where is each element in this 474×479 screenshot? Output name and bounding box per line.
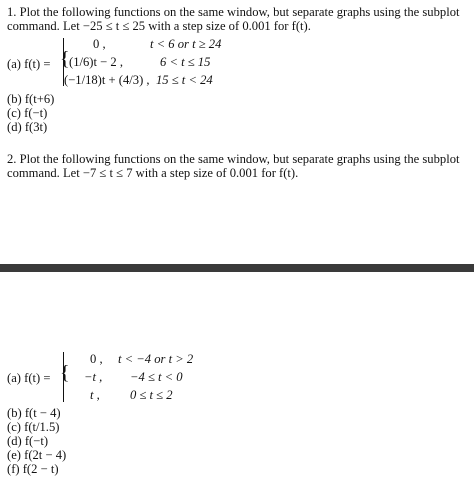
problem2-line2: command. Let −7 ≤ t ≤ 7 with a step size of 0.001 for f(t).: [7, 166, 299, 180]
problem2-line1: 2. Plot the following functions on the same window, but separate graphs using the subplot: [7, 152, 460, 166]
part-a-label: (a) f(t) =: [7, 57, 51, 71]
part2-e: (e) f(2t − 4): [7, 448, 67, 462]
piece2-2-value: −t ,: [84, 370, 103, 384]
piece1-value: 0 ,: [93, 37, 106, 51]
piece2-2-condition: −4 ≤ t < 0: [130, 370, 183, 384]
part2-b: (b) f(t − 4): [7, 406, 61, 420]
piece1-condition: t < 6 or t ≥ 24: [150, 37, 222, 51]
part-c: (c) f(−t): [7, 106, 48, 120]
left-brace-tip: {: [60, 48, 70, 70]
piece2-condition: 6 < t ≤ 15: [160, 55, 211, 69]
part2-f: (f) f(2 − t): [7, 462, 59, 476]
part-d: (d) f(3t): [7, 120, 48, 134]
part-b: (b) f(t+6): [7, 92, 55, 106]
left-brace-2-tip: {: [60, 362, 70, 384]
piece2-1-value: 0 ,: [90, 352, 103, 366]
problem1-line2: command. Let −25 ≤ t ≤ 25 with a step size of 0.001 for f(t).: [7, 19, 311, 33]
part2-c: (c) f(t/1.5): [7, 420, 60, 434]
piece2-3-condition: 0 ≤ t ≤ 2: [130, 388, 173, 402]
section-divider: [0, 264, 474, 272]
piece3-value: (−1/18)t + (4/3) ,: [64, 73, 150, 87]
piece3-condition: 15 ≤ t < 24: [156, 73, 213, 87]
part2-a-label: (a) f(t) =: [7, 371, 51, 385]
piece2-1-condition: t < −4 or t > 2: [118, 352, 194, 366]
problem1-line1: 1. Plot the following functions on the same window, but separate graphs using the subplot: [7, 5, 460, 19]
piece2-3-value: t ,: [90, 388, 100, 402]
piece2-value: (1/6)t − 2 ,: [69, 55, 123, 69]
part2-d: (d) f(−t): [7, 434, 49, 448]
